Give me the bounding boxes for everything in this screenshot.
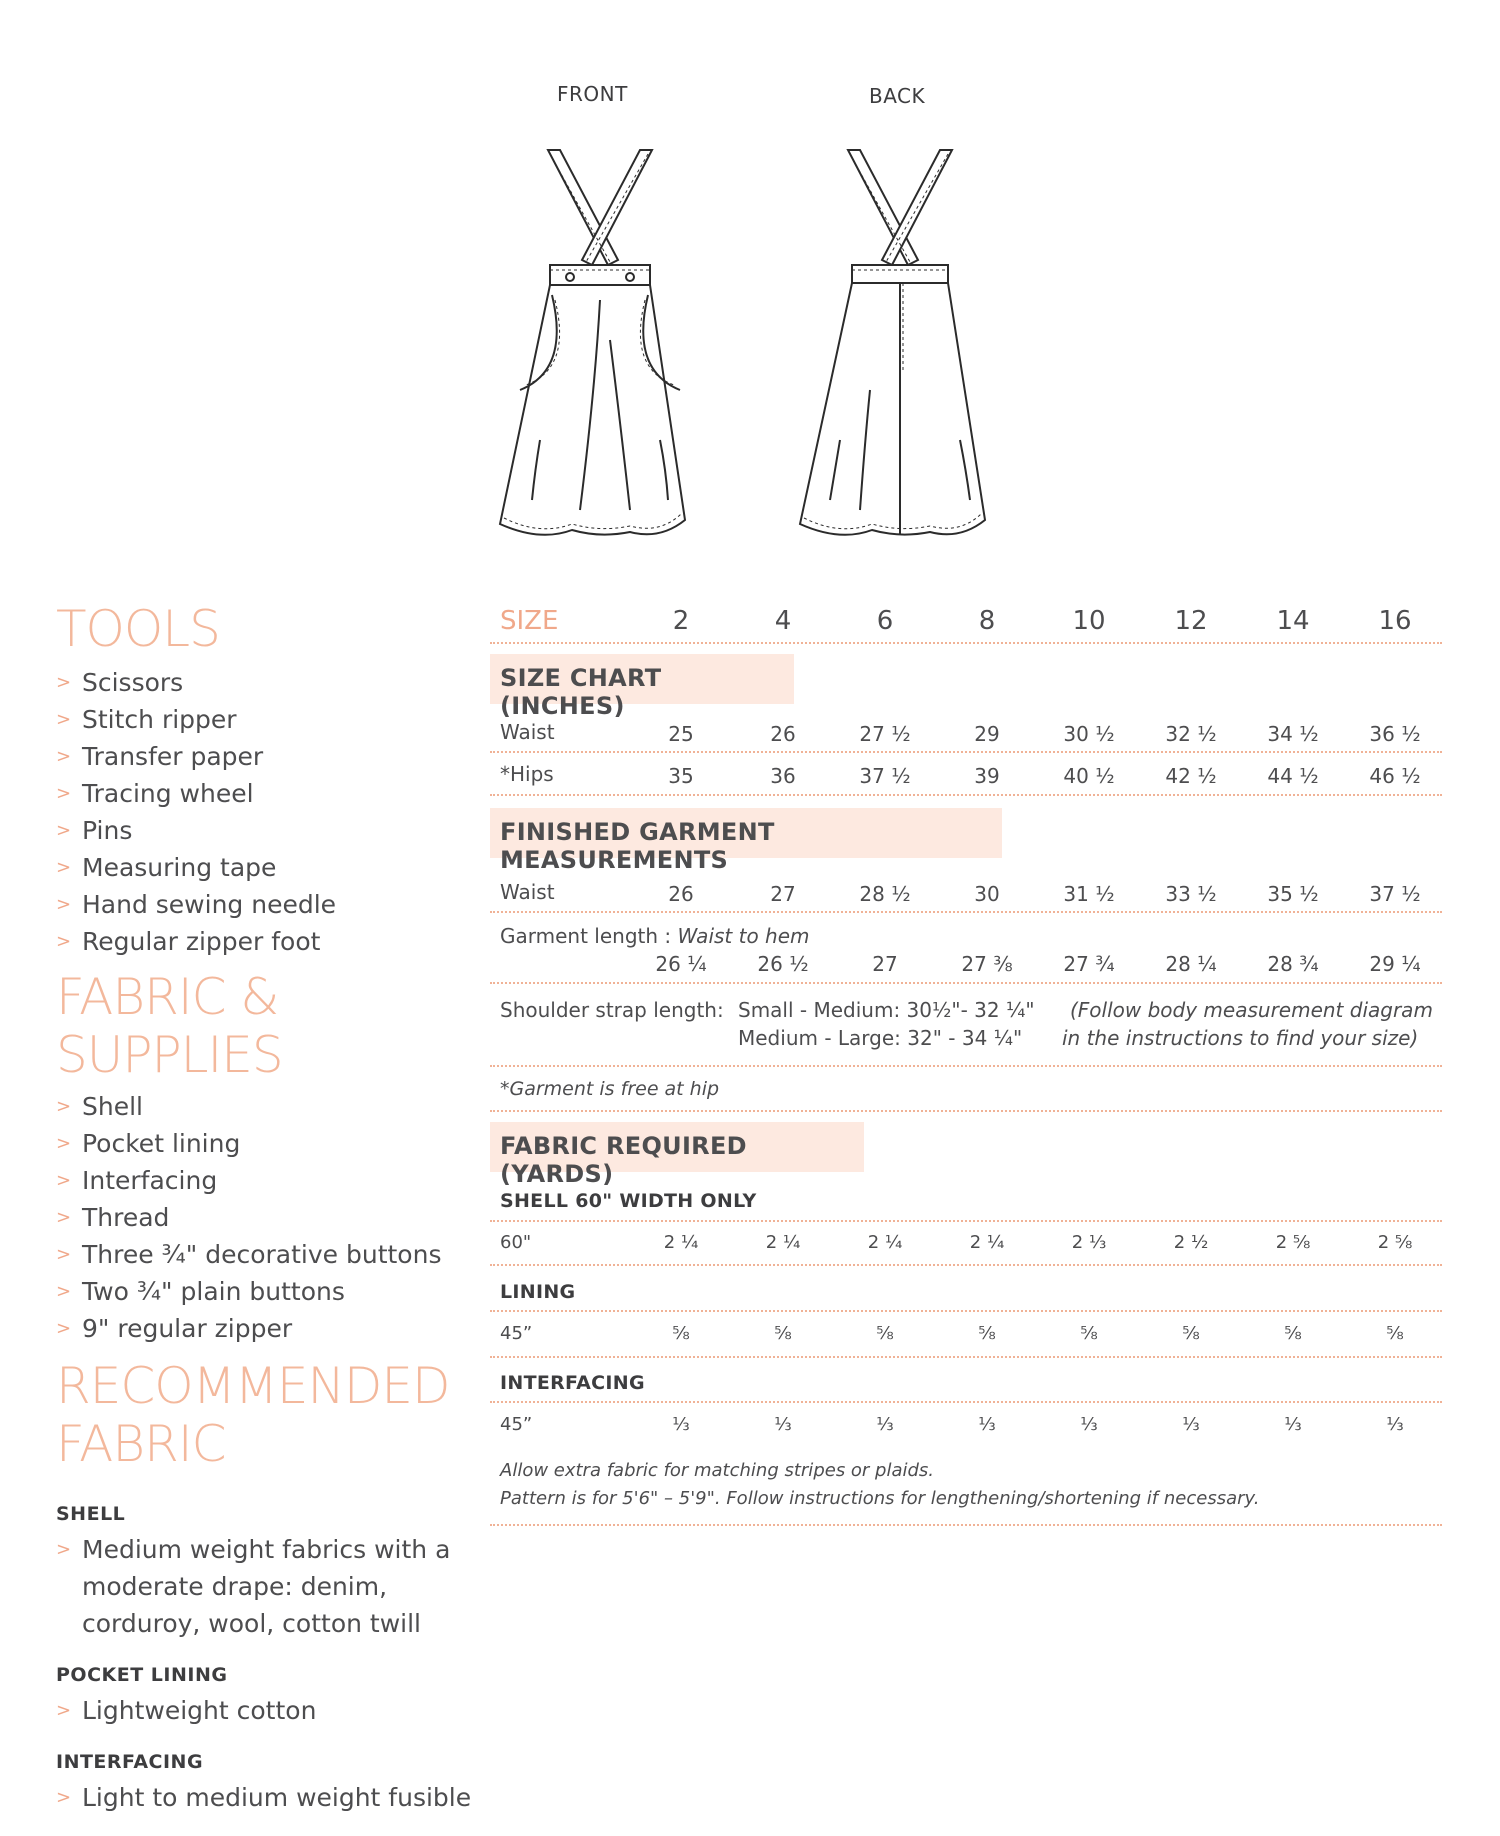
divider bbox=[490, 1524, 1442, 1526]
table-cell: 30 bbox=[974, 882, 1000, 906]
table-cell: 28 ¼ bbox=[1165, 952, 1217, 976]
table-cell: 39 bbox=[974, 764, 1000, 788]
table-cell: 26 bbox=[668, 882, 694, 906]
size-chart-band bbox=[490, 654, 794, 720]
recommended-heading-line1: RECOMMENDED bbox=[56, 1357, 450, 1415]
divider bbox=[490, 751, 1442, 753]
shell-subheading: SHELL bbox=[56, 1503, 126, 1525]
table-cell: ⅓ bbox=[774, 1414, 792, 1435]
chevron-right-icon: > bbox=[56, 820, 72, 841]
shell-width: 60" bbox=[500, 1232, 532, 1253]
list-item: > Lightweight cotton bbox=[56, 1692, 496, 1729]
table-cell: ⅓ bbox=[672, 1414, 690, 1435]
hip-note: *Garment is free at hip bbox=[500, 1078, 720, 1100]
pocket-lining-subheading: POCKET LINING bbox=[56, 1664, 228, 1686]
table-cell: 26 ¼ bbox=[655, 952, 707, 976]
table-cell: 29 ¼ bbox=[1369, 952, 1421, 976]
table-cell: 27 bbox=[872, 952, 898, 976]
list-item: > Regular zipper foot bbox=[56, 923, 496, 960]
list-item: > Pins bbox=[56, 812, 496, 849]
recommended-heading-line2: FABRIC bbox=[56, 1415, 226, 1473]
table-cell: 36 ½ bbox=[1369, 722, 1421, 746]
table-cell: ⅝ bbox=[876, 1323, 894, 1344]
size-value: 12 bbox=[1174, 606, 1208, 636]
garment-length-label: Garment length : Waist to hem bbox=[500, 924, 810, 948]
list-item: > Two ¾" plain buttons bbox=[56, 1273, 496, 1310]
table-cell: 2 ¼ bbox=[663, 1232, 699, 1253]
lining-heading: LINING bbox=[500, 1281, 576, 1303]
table-cell: 2 ¼ bbox=[765, 1232, 801, 1253]
strap-small-medium: Small - Medium: 30½"- 32 ¼" bbox=[738, 998, 1035, 1022]
table-cell: 31 ½ bbox=[1063, 882, 1115, 906]
list-item: > Medium weight fabrics with a moderate drape: denim, corduroy, wool, cotton twill bbox=[56, 1531, 496, 1642]
size-label: SIZE bbox=[500, 606, 559, 636]
garment-length-sublabel: Waist to hem bbox=[677, 924, 810, 948]
list-item: > Hand sewing needle bbox=[56, 886, 496, 923]
table-cell: 29 bbox=[974, 722, 1000, 746]
divider bbox=[490, 1110, 1442, 1112]
table-cell: 35 bbox=[668, 764, 694, 788]
finished-waist-label: Waist bbox=[500, 880, 555, 904]
table-cell: 30 ½ bbox=[1063, 722, 1115, 746]
table-cell: 2 ⅝ bbox=[1275, 1232, 1311, 1253]
list-item: > Pocket lining bbox=[56, 1125, 496, 1162]
tools-heading: TOOLS bbox=[56, 600, 220, 658]
list-item: > Light to medium weight fusible bbox=[56, 1779, 496, 1816]
chevron-right-icon: > bbox=[56, 931, 72, 952]
size-chart-heading: SIZE CHART (INCHES) bbox=[500, 664, 662, 720]
list-item: > Interfacing bbox=[56, 1162, 496, 1199]
pocket-list bbox=[56, 1692, 496, 1729]
table-cell: 25 bbox=[668, 722, 694, 746]
table-cell: 26 ½ bbox=[757, 952, 809, 976]
table-cell: 40 ½ bbox=[1063, 764, 1115, 788]
fabric-supplies-heading: FABRIC & SUPPLIES bbox=[56, 968, 283, 1084]
list-item: > Tracing wheel bbox=[56, 775, 496, 812]
table-cell: ⅓ bbox=[1080, 1414, 1098, 1435]
chevron-right-icon: > bbox=[56, 1207, 72, 1228]
table-cell: 27 bbox=[770, 882, 796, 906]
size-value: 6 bbox=[876, 606, 894, 636]
chevron-right-icon: > bbox=[56, 1170, 72, 1191]
chevron-right-icon: > bbox=[56, 1096, 72, 1117]
table-cell: ⅝ bbox=[1182, 1323, 1200, 1344]
fabric-note-1: Allow extra fabric for matching stripes or plaids. bbox=[500, 1460, 935, 1481]
table-cell: ⅝ bbox=[672, 1323, 690, 1344]
table-cell: ⅓ bbox=[1386, 1414, 1404, 1435]
fabric-band bbox=[490, 1122, 864, 1188]
chevron-right-icon: > bbox=[56, 1133, 72, 1154]
interfacing-subheading: INTERFACING bbox=[56, 1751, 204, 1773]
supplies-list bbox=[56, 1088, 496, 1347]
list-item: > Three ¾" decorative buttons bbox=[56, 1236, 496, 1273]
table-cell: ⅝ bbox=[1386, 1323, 1404, 1344]
chevron-right-icon: > bbox=[56, 857, 72, 878]
table-cell: 2 ⅓ bbox=[1071, 1232, 1107, 1253]
table-cell: ⅓ bbox=[1284, 1414, 1302, 1435]
divider bbox=[490, 1401, 1442, 1403]
divider bbox=[490, 1310, 1442, 1312]
table-cell: 34 ½ bbox=[1267, 722, 1319, 746]
divider bbox=[490, 1356, 1442, 1358]
chevron-right-icon: > bbox=[56, 1244, 72, 1265]
strap-medium-large: Medium - Large: 32" - 34 ¼" bbox=[738, 1026, 1023, 1050]
chevron-right-icon: > bbox=[56, 1539, 72, 1560]
chevron-right-icon: > bbox=[56, 1318, 72, 1339]
left-column bbox=[56, 600, 496, 1816]
hips-label: *Hips bbox=[500, 762, 554, 786]
table-cell: ⅝ bbox=[1284, 1323, 1302, 1344]
lining-width: 45” bbox=[500, 1323, 533, 1344]
list-item: > Scissors bbox=[56, 664, 496, 701]
shell-heading: SHELL 60" WIDTH ONLY bbox=[500, 1190, 757, 1212]
fabric-note-2: Pattern is for 5'6" – 5'9". Follow instructions for lengthening/shortening if necessary. bbox=[500, 1488, 1260, 1509]
interfacing-width: 45” bbox=[500, 1414, 533, 1435]
finished-band bbox=[490, 808, 1002, 874]
strap-note-line1: (Follow body measurement diagram bbox=[1070, 998, 1433, 1022]
table-cell: 37 ½ bbox=[859, 764, 911, 788]
divider bbox=[490, 982, 1442, 984]
strap-note-line2: in the instructions to find your size) bbox=[1062, 1026, 1419, 1050]
table-cell: ⅝ bbox=[1080, 1323, 1098, 1344]
finished-heading: FINISHED GARMENT MEASUREMENTS bbox=[500, 818, 775, 874]
table-cell: 42 ½ bbox=[1165, 764, 1217, 788]
divider bbox=[490, 794, 1442, 796]
interfacing-heading: INTERFACING bbox=[500, 1372, 645, 1394]
list-item: > Shell bbox=[56, 1088, 496, 1125]
list-item: > 9" regular zipper bbox=[56, 1310, 496, 1347]
table-cell: 27 ½ bbox=[859, 722, 911, 746]
table-cell: 35 ½ bbox=[1267, 882, 1319, 906]
back-label: BACK bbox=[869, 84, 926, 108]
back-dress-drawing bbox=[760, 140, 1040, 560]
size-value: 2 bbox=[672, 606, 690, 636]
list-item: > Thread bbox=[56, 1199, 496, 1236]
list-item: > Transfer paper bbox=[56, 738, 496, 775]
chevron-right-icon: > bbox=[56, 1281, 72, 1302]
tools-list bbox=[56, 664, 496, 960]
shoulder-strap-label: Shoulder strap length: bbox=[500, 998, 724, 1022]
list-item: > Measuring tape bbox=[56, 849, 496, 886]
table-cell: 28 ½ bbox=[859, 882, 911, 906]
table-cell: 2 ⅝ bbox=[1377, 1232, 1413, 1253]
size-value: 10 bbox=[1072, 606, 1106, 636]
size-value: 14 bbox=[1276, 606, 1310, 636]
table-cell: 36 bbox=[770, 764, 796, 788]
table-cell: ⅝ bbox=[774, 1323, 792, 1344]
table-cell: 26 bbox=[770, 722, 796, 746]
table-cell: 2 ¼ bbox=[969, 1232, 1005, 1253]
divider bbox=[490, 911, 1442, 913]
table-cell: 2 ¼ bbox=[867, 1232, 903, 1253]
table-cell: 46 ½ bbox=[1369, 764, 1421, 788]
chevron-right-icon: > bbox=[56, 894, 72, 915]
size-value: 16 bbox=[1378, 606, 1412, 636]
table-cell: ⅝ bbox=[978, 1323, 996, 1344]
size-value: 8 bbox=[978, 606, 996, 636]
divider bbox=[490, 1065, 1442, 1067]
chevron-right-icon: > bbox=[56, 672, 72, 693]
shell-list bbox=[56, 1531, 496, 1642]
chevron-right-icon: > bbox=[56, 1787, 72, 1808]
interfacing-list bbox=[56, 1779, 496, 1816]
chevron-right-icon: > bbox=[56, 746, 72, 767]
table-cell: 44 ½ bbox=[1267, 764, 1319, 788]
table-cell: ⅓ bbox=[1182, 1414, 1200, 1435]
table-cell: 27 ¾ bbox=[1063, 952, 1115, 976]
table-cell: ⅓ bbox=[978, 1414, 996, 1435]
divider bbox=[490, 642, 1442, 644]
list-item: > Stitch ripper bbox=[56, 701, 496, 738]
fabric-heading: FABRIC REQUIRED (YARDS) bbox=[500, 1132, 747, 1188]
table-cell: 32 ½ bbox=[1165, 722, 1217, 746]
divider bbox=[490, 1264, 1442, 1266]
divider bbox=[490, 1220, 1442, 1222]
table-cell: ⅓ bbox=[876, 1414, 894, 1435]
waist-label: Waist bbox=[500, 720, 555, 744]
size-value: 4 bbox=[774, 606, 792, 636]
front-label: FRONT bbox=[557, 82, 628, 106]
table-cell: 37 ½ bbox=[1369, 882, 1421, 906]
table-cell: 27 ⅜ bbox=[961, 952, 1013, 976]
table-cell: 33 ½ bbox=[1165, 882, 1217, 906]
table-cell: 28 ¾ bbox=[1267, 952, 1319, 976]
table-cell: 2 ½ bbox=[1173, 1232, 1209, 1253]
chevron-right-icon: > bbox=[56, 709, 72, 730]
front-dress-drawing bbox=[460, 140, 740, 560]
chevron-right-icon: > bbox=[56, 783, 72, 804]
chevron-right-icon: > bbox=[56, 1700, 72, 1721]
